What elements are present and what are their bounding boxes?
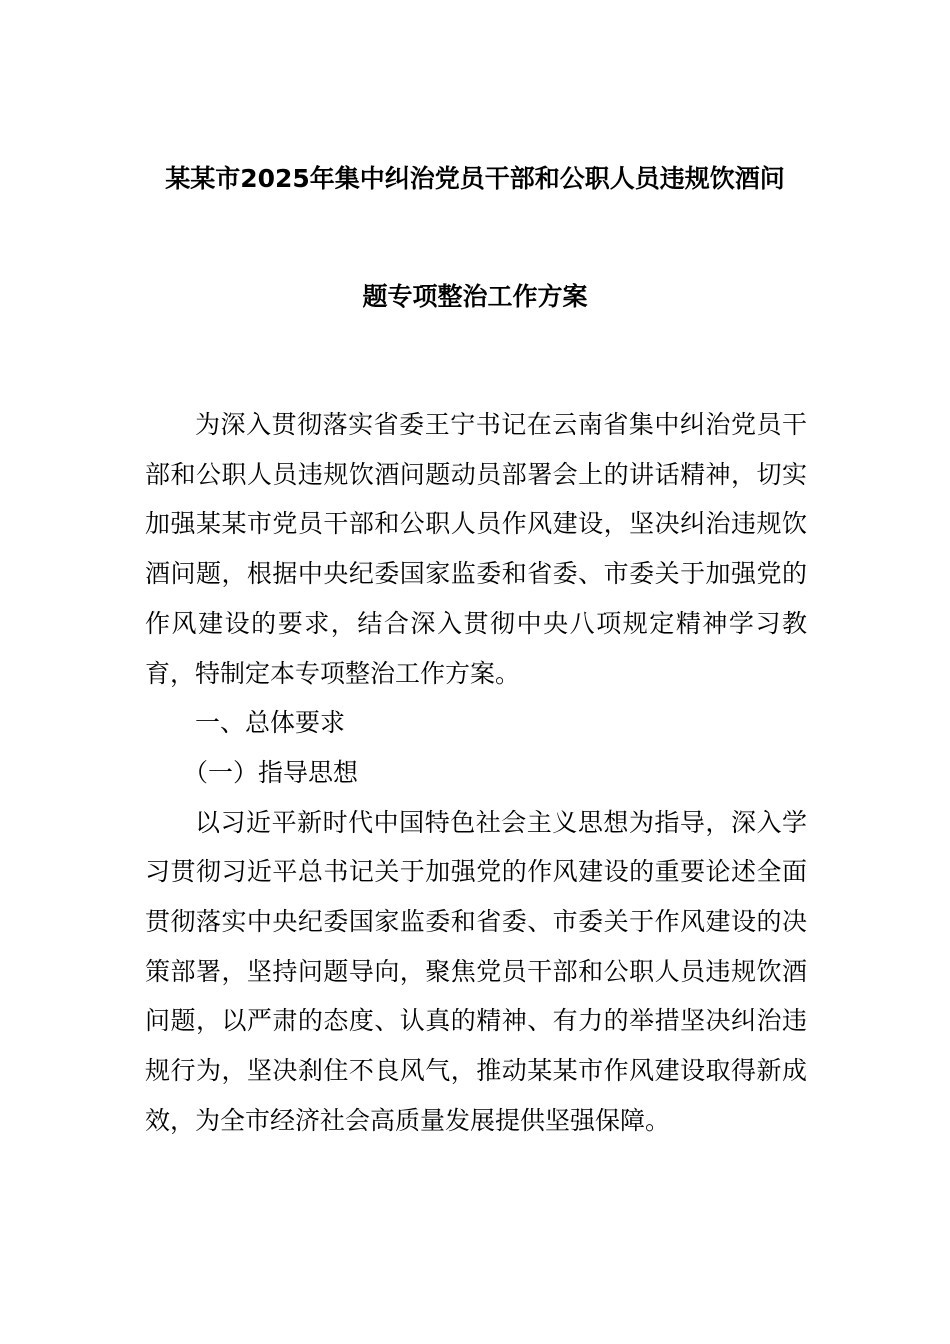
guiding-paragraph: 以习近平新时代中国特色社会主义思想为指导，深入学习贯彻习近平总书记关于加强党的作风建设的重要论述全面贯彻落实中央纪委国家监委和省委、市委关于作风建设的决策部署，坚持问题导向，聚焦党员干部和公职人员违规饮酒问题，以严肃的态度、认真的精神、有力的举措坚决纠治违规行为，坚决刹住不良风气，推动某某市作风建设取得新成效，为全市经济社会高质量发展提供坚强保障。	[145, 807, 807, 1135]
document-title-line-1: 某某市2025年集中纠治党员干部和公职人员违规饮酒问	[165, 164, 785, 193]
intro-paragraph: 为深入贯彻落实省委王宁书记在云南省集中纠治党员干部和公职人员违规饮酒问题动员部署会上的讲话精神，切实加强某某市党员干部和公职人员作风建设，坚决纠治违规饮酒问题，根据中央纪委国家监委和省委、市委关于加强党的作风建设的要求，结合深入贯彻中央八项规定精神学习教育，特制定本专项整治工作方案。	[145, 410, 807, 688]
subsection-heading: （一）指导思想	[183, 757, 359, 787]
section-heading: 一、总体要求	[195, 708, 346, 738]
document-body	[145, 400, 807, 1146]
document-title-line-2: 题专项整治工作方案	[362, 282, 588, 311]
